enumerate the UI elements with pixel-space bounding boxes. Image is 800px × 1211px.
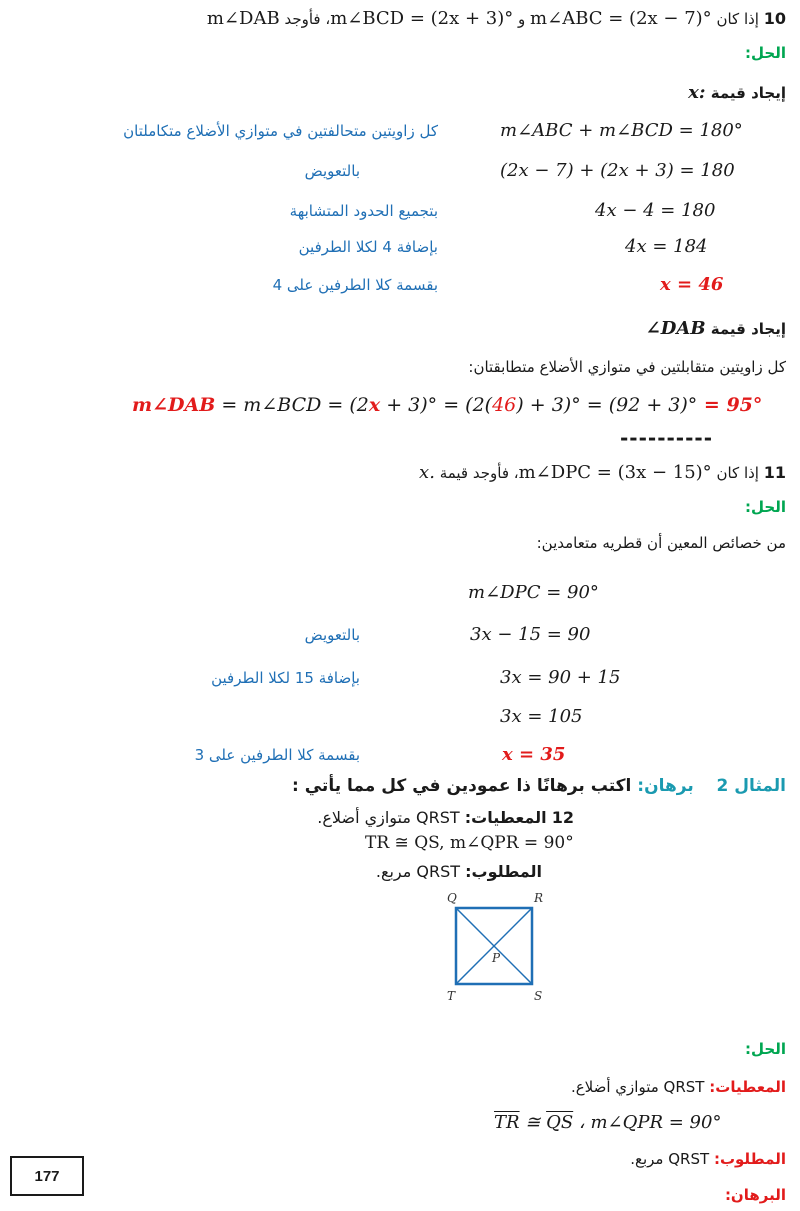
vertex-label-s: S xyxy=(534,989,543,1003)
problem-number: 12 xyxy=(551,808,574,827)
find-dab-heading: إيجاد قيمة ∠DAB xyxy=(645,318,786,339)
example-label: المثال 2 xyxy=(716,776,786,796)
solution-label: الحل: xyxy=(745,44,786,62)
solution-label: الحل: xyxy=(745,1040,786,1058)
step-math: 3x = 105 xyxy=(500,706,583,727)
vertex-label-p: P xyxy=(492,951,501,965)
step-reason: بالتعويض xyxy=(304,626,360,644)
step-reason: بقسمة كلا الطرفين على 4 xyxy=(272,276,438,294)
problem-12-prove: المطلوب: QRST مربع. xyxy=(375,862,542,881)
property-text: كل زاويتين متقابلتين في متوازي الأضلاع متطابقتان: xyxy=(468,358,786,376)
solution-given: المعطيات: QRST متوازي أضلاع. xyxy=(570,1078,786,1096)
problem-10-statement: 10 إذا كان m∠ABC = (2x − 7)° و m∠BCD = (2x + 3)°، فأوجد m∠DAB xyxy=(206,8,786,29)
step-math: 4x − 4 = 180 xyxy=(595,200,716,221)
step-reason: بالتعويض xyxy=(304,162,360,180)
step-reason: بإضافة 15 لكلا الطرفين xyxy=(211,669,360,687)
example-2-header: المثال 2 برهان: اكتب برهانًا ذا عمودين في كل مما يأتي : xyxy=(292,776,786,796)
vertex-label-t: T xyxy=(447,989,456,1003)
solution-prove: المطلوب: QRST مربع. xyxy=(630,1150,786,1168)
example-topic: برهان: xyxy=(637,776,694,796)
given-math: TR ≅ QS, m∠QPR = 90° xyxy=(365,833,574,853)
step-math: 3x − 15 = 90 xyxy=(470,624,591,645)
step-math: m∠ABC + m∠BCD = 180° xyxy=(500,120,743,141)
step-math: 3x = 90 + 15 xyxy=(500,667,621,688)
find-x-heading: إيجاد قيمة x: xyxy=(688,82,786,103)
step-reason: بقسمة كلا الطرفين على 3 xyxy=(194,746,360,764)
vertex-label-r: R xyxy=(534,891,544,905)
step-math: 4x = 184 xyxy=(625,236,708,257)
separator: ---------- xyxy=(620,426,714,450)
problem-number: 11 xyxy=(763,463,786,482)
proof-label: البرهان: xyxy=(724,1186,786,1204)
dab-equation: m∠DAB = m∠BCD = (2x + 3)° = (2(46) + 3)° = (92 + 3)° = 95° xyxy=(132,394,763,416)
solution-given-math: $\overline{TR}$ ≅ $\overline{QS}$ ، m∠QPR = 90° xyxy=(494,1112,722,1133)
property-text: من خصائص المعين أن قطريه متعامدين: xyxy=(536,534,786,552)
step-result: x = 46 xyxy=(660,274,724,295)
step-result: x = 35 xyxy=(502,744,566,765)
step-math: m∠DPC = 90° xyxy=(468,582,599,603)
square-figure xyxy=(430,886,560,1016)
step-reason: كل زاويتين متحالفتين في متوازي الأضلاع متكاملتان xyxy=(123,122,438,140)
step-reason: بتجميع الحدود المتشابهة xyxy=(289,202,438,220)
page-number: 177 xyxy=(10,1156,84,1196)
problem-number: 10 xyxy=(763,9,786,28)
solution-label: الحل: xyxy=(745,498,786,516)
vertex-label-q: Q xyxy=(447,891,457,905)
problem-11-statement: 11 إذا كان m∠DPC = (3x − 15)°، فأوجد قيمة x. xyxy=(419,462,786,483)
step-reason: بإضافة 4 لكلا الطرفين xyxy=(298,238,438,256)
problem-12-given: 12 المعطيات: QRST متوازي أضلاع. xyxy=(317,808,574,827)
step-math: (2x − 7) + (2x + 3) = 180 xyxy=(500,160,735,181)
